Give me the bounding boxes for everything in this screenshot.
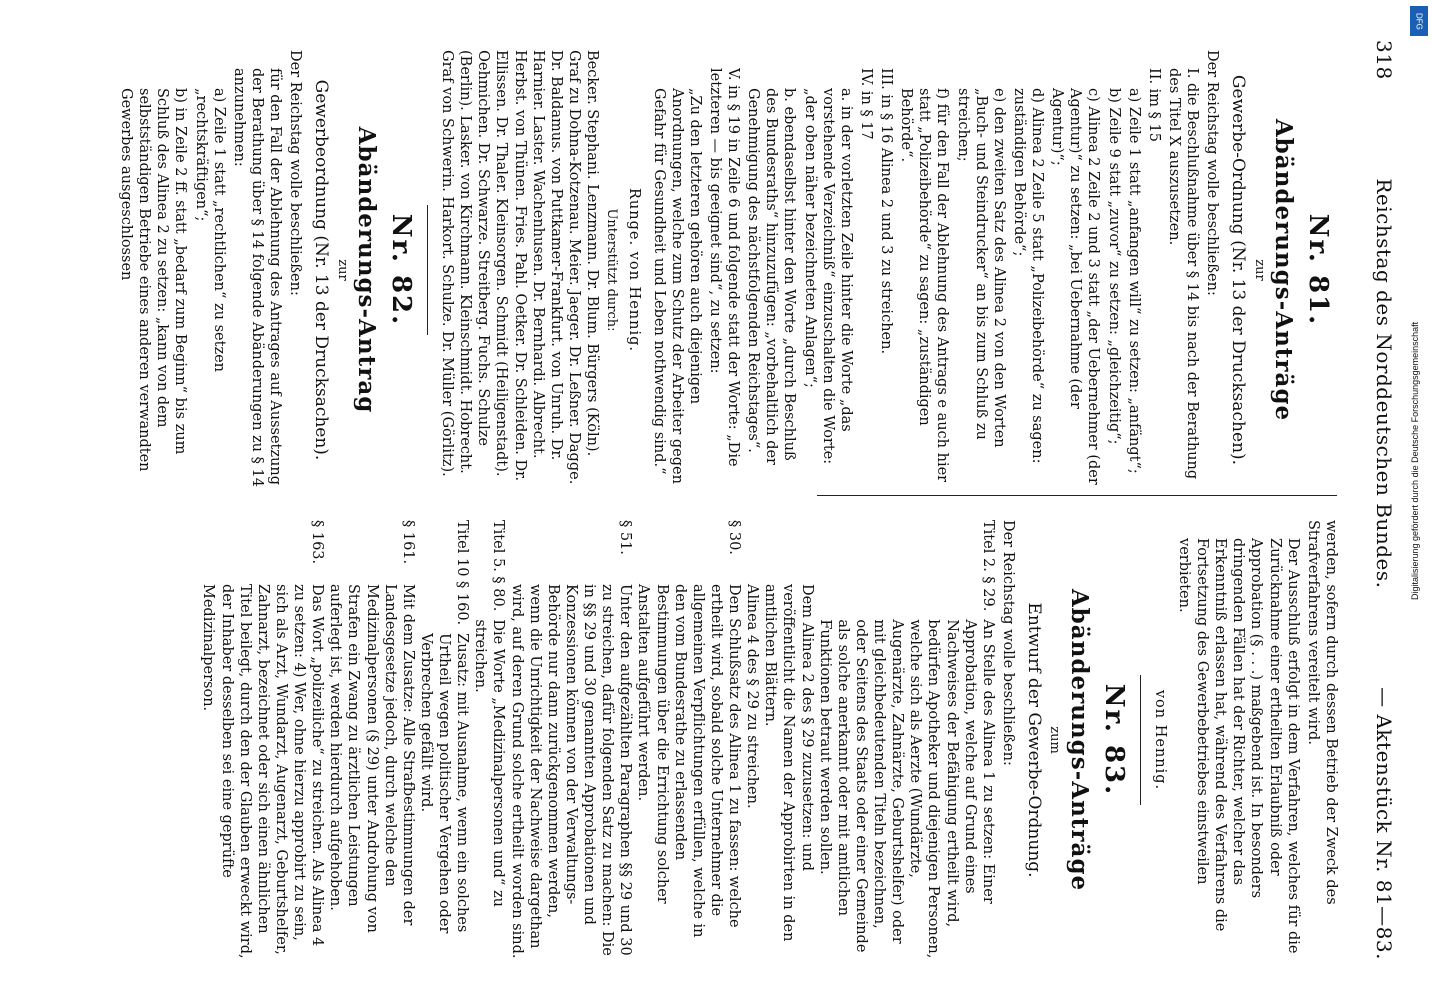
entry-label: Titel 5. § 80. (490, 520, 507, 612)
entry-label (743, 520, 761, 576)
entry-label (761, 520, 815, 576)
nr-83-entry (417, 520, 471, 960)
nr-81-item: „Zu den letzteren gehören auch diejenigen Anordnungen, welche zum Schutz der Arbeiter gegen Gefahr für Gesundheit und Leben nothwendig sind.“ (650, 88, 703, 484)
entry-text: Das Wort „polizeiliche“ zu streichen. Als Alinea 4 zu setzen: 4) Wer, ohne hierzu approbirt zu sein, sich als Arzt, Wundarzt, Augenarzt, Geburtshelfer, Zahnarzt, bezeichnet oder sich einen ähnlichen Titel beilegt, durch den der Glauben erweckt wird, der Inhaber desselben sei eine geprüfte Medizinalperson. (200, 584, 326, 959)
nr-81-item: d) Alinea 2 Zeile 5 statt „Polizeibehörde“ zu sagen: zuständigen Behörde“; (1011, 88, 1046, 464)
nr-83-heading: Nr. 83. (1098, 683, 1129, 797)
entry-text: Zusatz: mit Ausnahme, wenn ein solches Urtheil wegen politischer Vergehen oder Verbrechen gefällt wird. (418, 633, 471, 934)
nr-83-entry (199, 520, 326, 960)
nr-81-item: V. in § 19 in Zeile 6 und folgende statt der Worte: „Die letzteren — bis geeignet sind“, zu setzen: (707, 68, 742, 467)
digitization-note: Digitalisierung gefördert durch die Deutsche Forschungsgemeinschaft (1410, 321, 1420, 600)
column-divider (817, 495, 1337, 496)
nr-81-item: a) Zeile 1 statt „anfangen will“ zu setzen: „anfängt“; (1125, 88, 1142, 474)
entry-label: Titel 10 § 160. (454, 520, 471, 626)
nr-83-entry (326, 520, 417, 960)
entry-text: An Stelle des Alinea 1 zu setzen: Einer Approbation, welche auf Grund eines Nachweises der Befähigung ertheilt wird, bedürfen Apotheker und diejenigen Personen, welche sich als Aerzte (Wundärzte, Augenärzte, Zahnärzte, Geburtshelfer) oder mit gleichbedeutenden Titeln bezeichnen, oder Seitens des Staats oder einer Gemeinde als solche anerkannt oder mit amtlichen Funktionen betraut werden sollen. (816, 619, 996, 959)
nr-81-item: I. die Beschlußnahme über § 14 bis nach der Berathung des Titel X auszusetzen. (1166, 68, 1201, 480)
nr-81-item: b. ebendaselbst hinter den Worte „durch Beschluß des Bundesraths“ hinzuzufügen: „vorbehaltlich der Genehmigung des nächstfolgenden Reichstages“. (745, 88, 798, 465)
entry-label: § 51. (617, 520, 634, 555)
nr-82-title: Abänderungs-Antrag (353, 126, 381, 414)
left-column (40, 50, 1340, 490)
supporters-list: Becker. Stephani. Lenzmann. Dr. Blum. Bürgers (Köln). Graf zu Dohna-Kotzenau. Meier. Jaeger. Dr. Leßner. Dagge. Dr. Baldamus. von Puttkamer-Frankfurt. von Unruh. Dr. Harnier. Laster. Wachenhusen. Dr. Bernhardi. Albrecht. Herbst. von Thünen. Fries. Pahl. Oetker. Dr. Schleiden. Dr. Ellissen. Dr. Thaler. Kleinsorgen. Schmidt (Heiligenstadt). Oehmichen. Dr. Schwarze. Streitberg. Fuchs. Schulze (Berlin). Lasker. von Kirchmann. Kleinschmidt. Hobrecht. Graf von Schwerin. Harkort. Schulze. Dr. Müller (Görlitz). (439, 50, 601, 485)
nr-82-intro: Der Reichstag wolle beschließen: (287, 50, 304, 296)
entry-text: Unter den aufgezählten Paragraphen §§ 29 und 30 zu streichen, dafür folgenden Satz zu machen: Die in §§ 29 und 30 genannten Approbationen und Konzessionen können von der Verwaltungs-Behörde nur dann zurückgenommen werden, wenn die Unrichtigkeit der Nachweise dargethan wird, auf deren Grund solche ertheilt worden sind. (508, 584, 634, 959)
entry-text: Alinea 4 des § 29 zu streichen. (744, 584, 761, 809)
nr-82-subtitle: Gewerbeordnung (Nr. 13 der Drucksachen). (311, 79, 332, 461)
nr-81-item: III. in § 16 Alinea 2 und 3 zu streichen. (878, 68, 895, 355)
right-column (40, 520, 1340, 960)
entry-label: § 163. (309, 520, 326, 565)
nr-81-item: IV. in § 17 (858, 68, 874, 140)
nr-83-entry (816, 520, 997, 960)
nr-81-zur: zur (1251, 259, 1267, 281)
nr-83-entry (743, 520, 761, 960)
nr-83-entry (508, 520, 635, 960)
section-rule (427, 205, 428, 335)
nr-83-subtitle: Entwurf der Gewerbe-Ordnung. (1024, 602, 1045, 878)
nr-81-heading: Nr. 81. (1303, 213, 1333, 327)
nr-83-title: Abänderungs-Anträge (1066, 588, 1094, 892)
nr-83-entry (761, 520, 815, 960)
nr-82-heading: Nr. 82. (386, 213, 416, 327)
section-rule (1140, 675, 1141, 805)
page-number: 318 (1372, 40, 1396, 80)
page-header (1362, 40, 1396, 960)
nr-82-zur: zur (334, 259, 350, 281)
supported-by-label: Unterstützt durch: (604, 208, 620, 332)
dfg-logo: DFG (1410, 6, 1428, 36)
nr-81-subtitle: Gewerbe-Ordnung (Nr. 13 der Drucksachen). (1228, 74, 1249, 466)
nr-83-intro: Der Reichstag wolle beschließen: (1000, 520, 1016, 766)
nr-81-item: II. im § 15 (1145, 68, 1162, 142)
nr-82-item: b) in Zeile 2 ff. statt „bedarf zum Beginn“ bis zum Schluß des Alinea 2 zu setzen: „kann von dem selbstständigen Betriebe eines anderen verwandten Gewerbes ausgeschlossen (118, 88, 189, 472)
nr-81-item: e) den zweiten Satz des Alinea 2 von den Worten „Buch- und Steindrucker“ an bis zum Schluß zu streichen; (954, 88, 1007, 448)
nr-81-item: f) für den Fall der Ablehnung des Antrags e auch hier statt „Polizeibehörde“ zu sagen: „zuständigen Behörde“. (898, 88, 951, 483)
nr-81-item: a. in der vorletzten Zeile hinter die Worte „das vorstehende Verzeichniß“ einzuschalten die Worte: „der oben näher bezeichneten Anlagen“; (801, 88, 854, 465)
nr-82-item: für den Fall der Ablehnung des Antrages auf Aussetzung der Berathung über § 14 folgende Abänderungen zu § 14 anzunehmen: (230, 68, 284, 487)
entry-text: Den Schlußsatz des Alinea 1 zu fassen: welche ertheilt wird, sobald solche Unternehmer die allgemeinen Verpflichtungen erfüllen, welche in den vom Bundesrathe zu erlassenden Bestimmungen über die Errichtung solcher Anstalten aufgeführt werden. (635, 584, 743, 938)
nr-82-continuation: Der Ausschluß erfolgt in dem Verfahren, welches für die Zurücknahme einer ertheilten Erlaubniß oder Approbation (§ . . .) maßgebend ist. In besonders dringenden Fällen hat der Richter, welcher das Erkenntniß erlassen hat, während des Verfahrens die Fortsetzung des Gewerbebetriebes einstweilen verbieten. (1176, 538, 1301, 954)
nr-81-item: c) Alinea 2 Zeile 2 und 3 statt „der Uebernehmer (der Agentur)“ zu setzen: „bei Uebernahme (der Agentur)“; (1049, 88, 1102, 485)
entry-label: § 161. (399, 520, 416, 565)
nr-82-item: a) Zeile 1 statt „rechtlichen“ zu setzen „rechtskräftigen“; (192, 88, 227, 373)
nr-81-title: Abänderungs-Anträge (1270, 118, 1298, 422)
running-title: Reichstag des Norddeutschen Bundes. (1372, 178, 1396, 589)
nr-83-zum: zum (1047, 726, 1063, 754)
nr-83-entry (634, 520, 743, 960)
nr-81-signers: Runge. von Hennig. (626, 188, 643, 352)
nr-81-item: b) Zeile 9 statt „zuvor“ zu setzen: „gleichzeitig“; (1105, 88, 1122, 445)
nr-82-continuation: werden, sofern durch dessen Betrieb der Zweck des Strafverfahrens vereitelt wird. (1304, 520, 1339, 905)
entry-text: Dem Alinea 2 des § 29 zuzusetzen: und veröffentlicht die Namen der Approbirten in den amtlichen Blättern. (762, 584, 815, 942)
entry-text: Mit dem Zusatze: Alle Strafbestimmungen der Landesgesetze jedoch, durch welche den Medizinalpersonen (§ 29) unter Androhung von Strafen ein Zwang zu ärztlichen Leistungen auferlegt ist, werden hierdurch aufgehoben. (327, 584, 416, 933)
nr-82-signer: von Hennig. (1151, 689, 1168, 791)
document-range: — Aktenstück Nr. 81—83. (1372, 687, 1396, 960)
entry-label: § 30. (726, 520, 743, 555)
entry-label: Titel 2. § 29. (979, 520, 996, 612)
nr-81-intro: Der Reichstag wolle beschließen: (1204, 50, 1221, 296)
nr-83-entry (471, 520, 507, 960)
entry-text: Die Worte „Medizinalpersonen und“ zu streichen. (472, 619, 507, 907)
